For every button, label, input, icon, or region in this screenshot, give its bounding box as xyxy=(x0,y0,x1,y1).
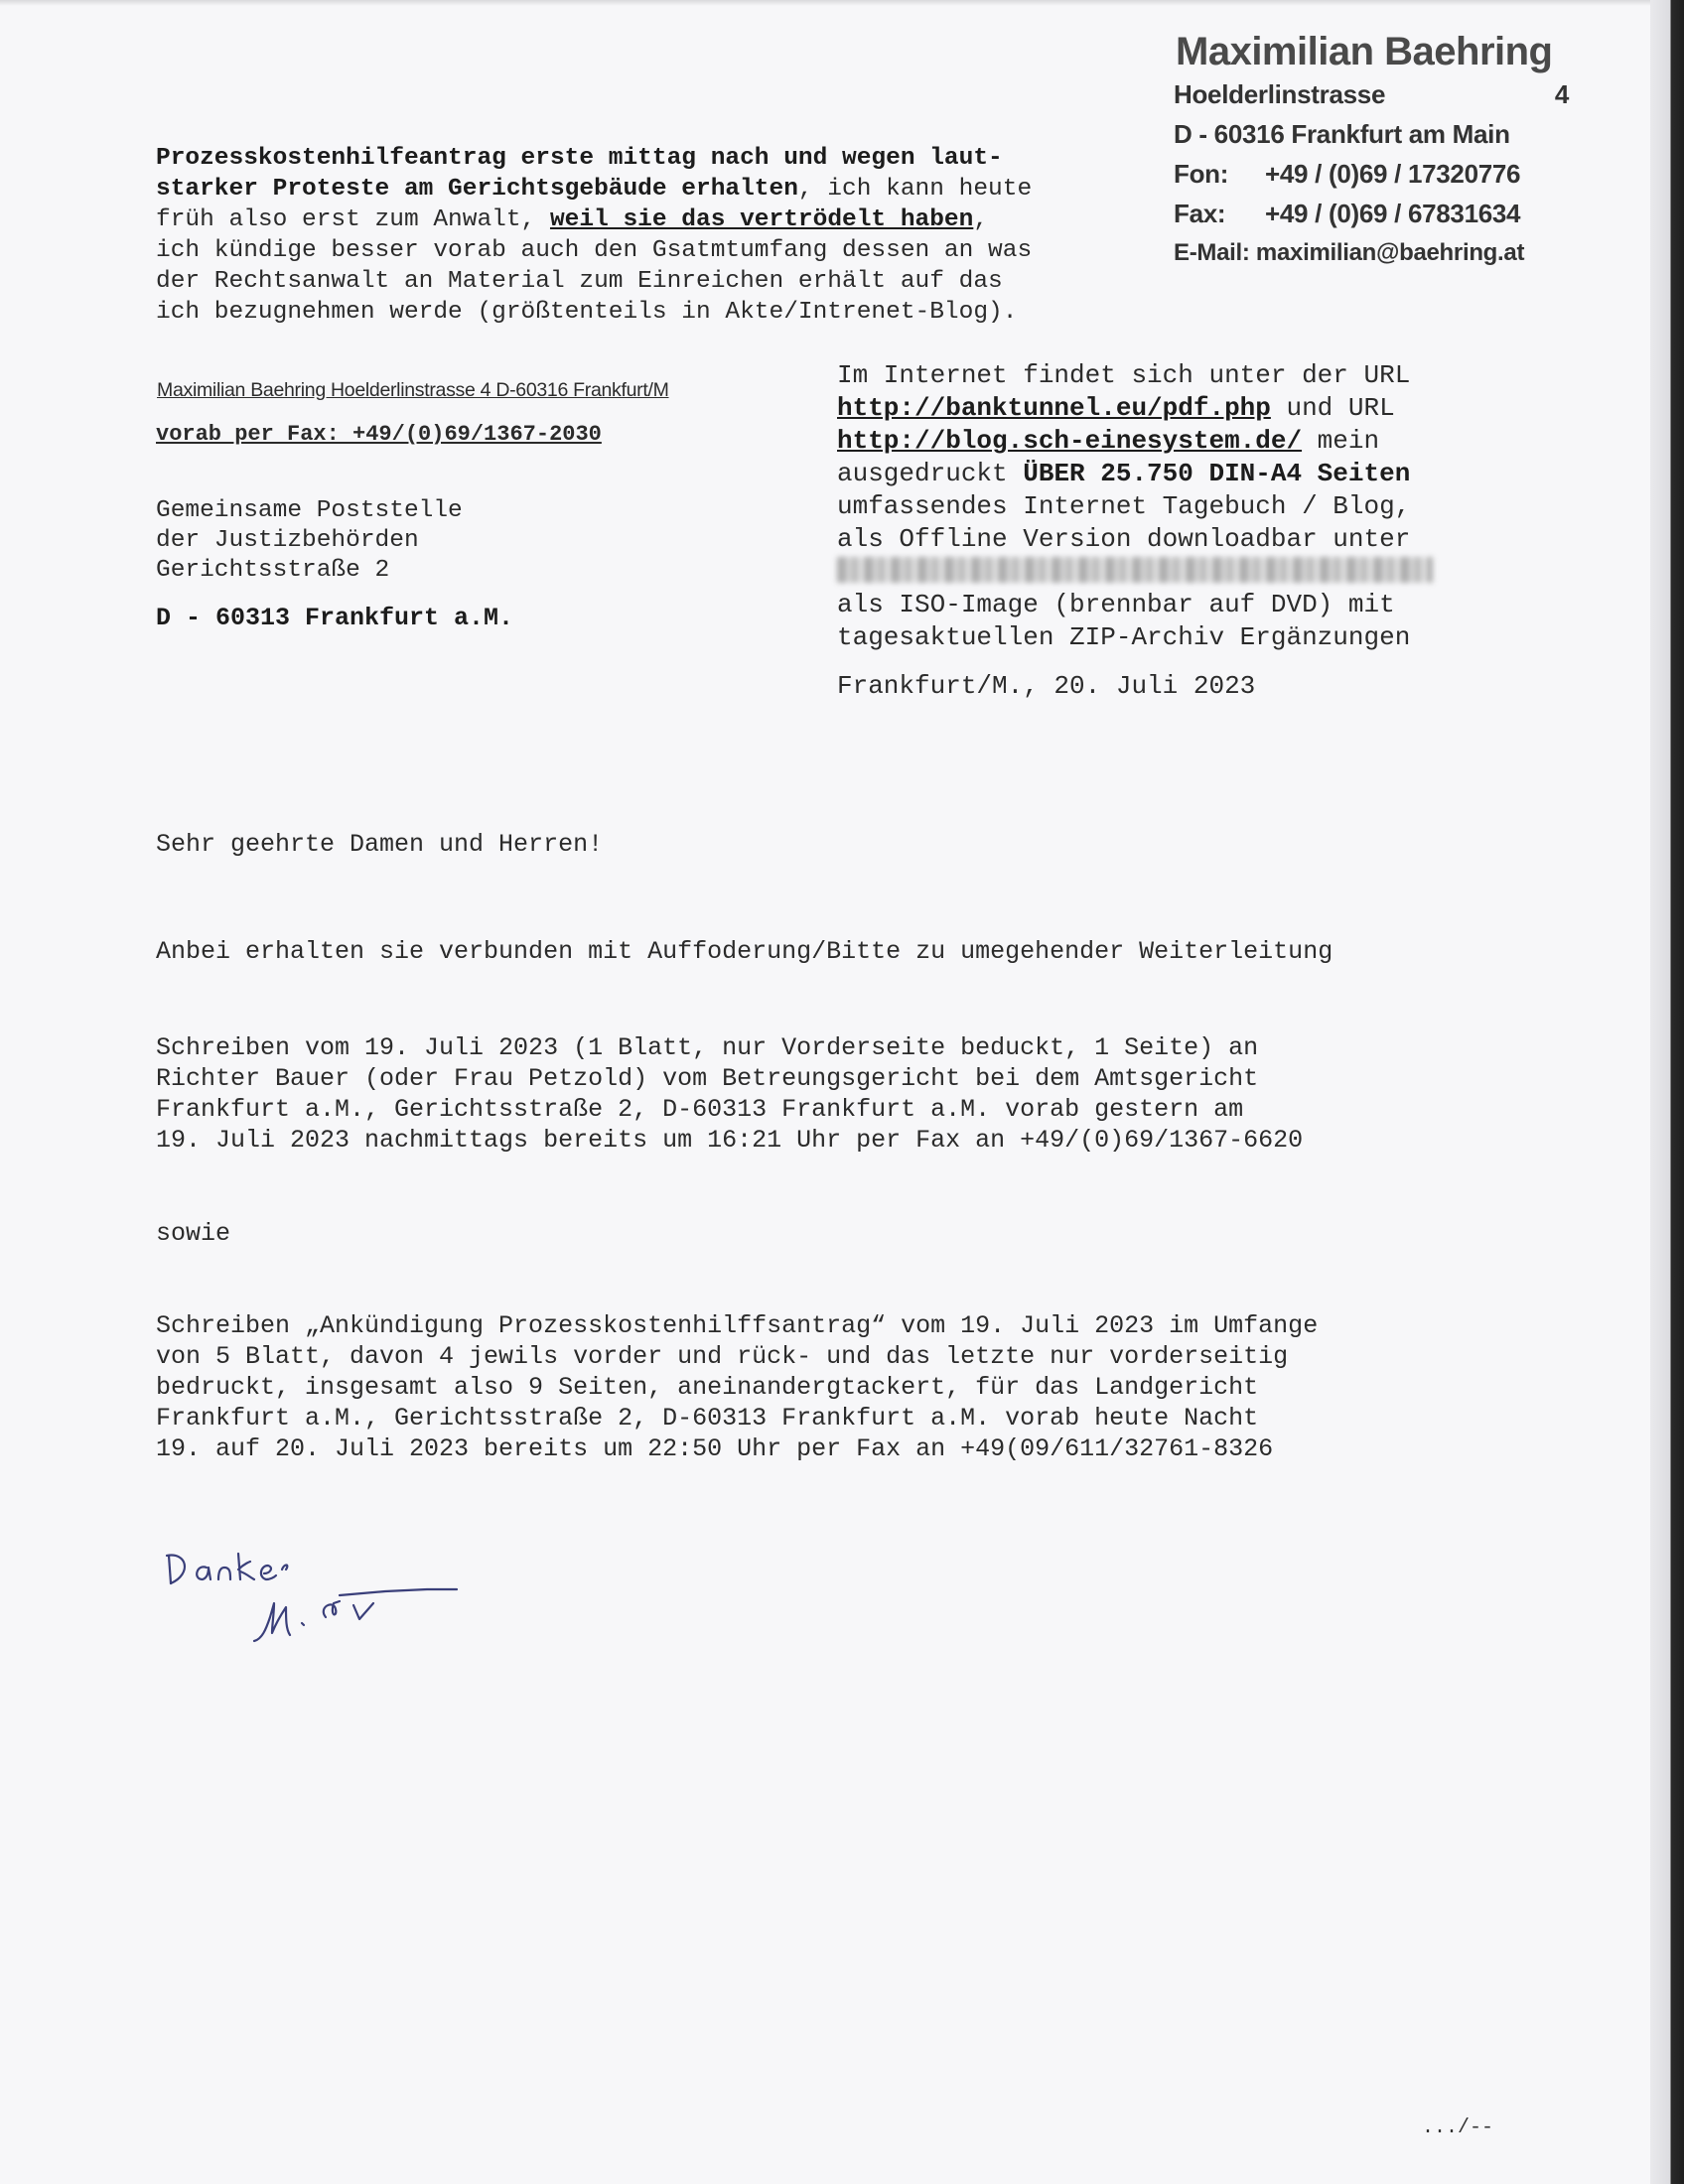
intro-bold: Prozesskostenhilfeantrag erste mittag nach und wegen laut- starker Proteste am Gerichtsgebäude erhalten xyxy=(156,145,1003,203)
fax-line: vorab per Fax: +49/(0)69/1367-2030 xyxy=(156,422,602,447)
letterhead-fax-row xyxy=(1174,194,1571,233)
internet-line-4: umfassendes Internet Tagebuch / Blog, xyxy=(837,491,1411,521)
letterhead-street: Hoelderlinstrasse xyxy=(1174,79,1386,109)
internet-line-8: tagesaktuellen ZIP-Archiv Ergänzungen xyxy=(837,622,1411,652)
recipient-line-1: Gemeinsame Poststelle xyxy=(156,497,463,524)
phone-label: Fon: xyxy=(1174,159,1229,189)
letterhead-email: E-Mail: maximilian@baehring.at xyxy=(1174,239,1525,266)
letterhead-city: D - 60316 Frankfurt am Main xyxy=(1174,119,1510,149)
intro-underlined: weil sie das vertrödelt haben xyxy=(549,206,974,233)
intro-note xyxy=(156,143,1159,328)
fax-label: Fax: xyxy=(1174,199,1226,228)
scan-edge-right xyxy=(1650,0,1684,2184)
paragraph-3-line: 19. auf 20. Juli 2023 bereits um 22:50 Uhr per Fax an +49(09/611/32761-8326 xyxy=(156,1434,1274,1463)
recipient-line-2: der Justizbehörden xyxy=(156,527,419,554)
letter-date: Frankfurt/M., 20. Juli 2023 xyxy=(837,671,1256,701)
letterhead-name: Maximilian Baehring xyxy=(1176,30,1553,73)
paragraph-2-line: Schreiben vom 19. Juli 2023 (1 Blatt, nur Vorderseite beduckt, 1 Seite) an xyxy=(156,1033,1259,1062)
recipient-address xyxy=(156,496,463,586)
internet-line-1: Im Internet findet sich unter der URL xyxy=(837,360,1411,390)
phone-number: +49 / (0)69 / 17320776 xyxy=(1265,159,1521,189)
paragraph-2-line: Frankfurt a.M., Gerichtsstraße 2, D-60313 Frankfurt a.M. vorab gestern am xyxy=(156,1095,1244,1124)
paragraph-2-line: 19. Juli 2023 nachmittags bereits um 16:21 Uhr per Fax an +49/(0)69/1367-6620 xyxy=(156,1126,1304,1155)
paragraph-3-line: bedruckt, insgesamt also 9 Seiten, aneinandergtackert, für das Landgericht xyxy=(156,1373,1259,1402)
blurred-url xyxy=(837,557,1433,583)
printed-text: ausgedruckt xyxy=(837,459,1024,488)
intro-text-2: , ich kündige besser vorab auch den Gsatmtumfang dessen an was der Rechtsanwalt an Material zum Einreichen erhält auf das ich bezugnehmen werde (größtenteils in Akte/Intrenet-Blog). xyxy=(156,206,1033,326)
fax-number: +49 / (0)69 / 67831634 xyxy=(1265,199,1521,228)
internet-info xyxy=(837,359,1552,654)
internet-line-5: als Offline Version downloadbar unter xyxy=(837,524,1411,554)
pages-count: ÜBER 25.750 DIN-A4 Seiten xyxy=(1023,459,1411,488)
handwritten-signature xyxy=(159,1534,556,1663)
paragraph-3-line: Schreiben „Ankündigung Prozesskostenhilffsantrag“ vom 19. Juli 2023 im Umfange xyxy=(156,1311,1319,1340)
recipient-line-3: Gerichtsstraße 2 xyxy=(156,557,390,584)
sowie-text: sowie xyxy=(156,1219,231,1248)
sender-line: Maximilian Baehring Hoelderlinstrasse 4 D-60316 Frankfurt/M xyxy=(157,379,669,401)
url-1-link[interactable]: http://banktunnel.eu/pdf.php xyxy=(837,393,1271,423)
and-url-text: und URL xyxy=(1270,393,1395,423)
letterhead-phone-row xyxy=(1174,154,1571,194)
letterhead xyxy=(1174,30,1571,273)
paragraph-2-line: Richter Bauer (oder Frau Petzold) vom Betreungsgericht bei dem Amtsgericht xyxy=(156,1064,1259,1093)
scan-edge-top xyxy=(0,0,1684,6)
page-continuation-marker: .../-- xyxy=(1422,2116,1494,2139)
letterhead-house-number: 4 xyxy=(1554,79,1569,109)
internet-line-7: als ISO-Image (brennbar auf DVD) mit xyxy=(837,590,1395,619)
url-2-link[interactable]: http://blog.sch-einesystem.de/ xyxy=(837,426,1303,456)
intro-text-1: , ich kann heute früh also erst zum Anwalt, xyxy=(156,176,1033,233)
paragraph-3-line: von 5 Blatt, davon 4 jewils vorder und rück- und das letzte nur vorderseitig xyxy=(156,1342,1289,1371)
letterhead-street-row xyxy=(1174,74,1569,114)
paragraph-3 xyxy=(156,1310,1566,1464)
paragraph-2 xyxy=(156,1032,1566,1156)
mein-text: mein xyxy=(1302,426,1380,456)
paragraph-1: Anbei erhalten sie verbunden mit Auffoderung/Bitte zu umegehender Weiterleitung xyxy=(156,937,1333,966)
paragraph-3-line: Frankfurt a.M., Gerichtsstraße 2, D-60313 Frankfurt a.M. vorab heute Nacht xyxy=(156,1404,1259,1433)
recipient-city: D - 60313 Frankfurt a.M. xyxy=(156,604,514,632)
salutation: Sehr geehrte Damen und Herren! xyxy=(156,830,604,859)
